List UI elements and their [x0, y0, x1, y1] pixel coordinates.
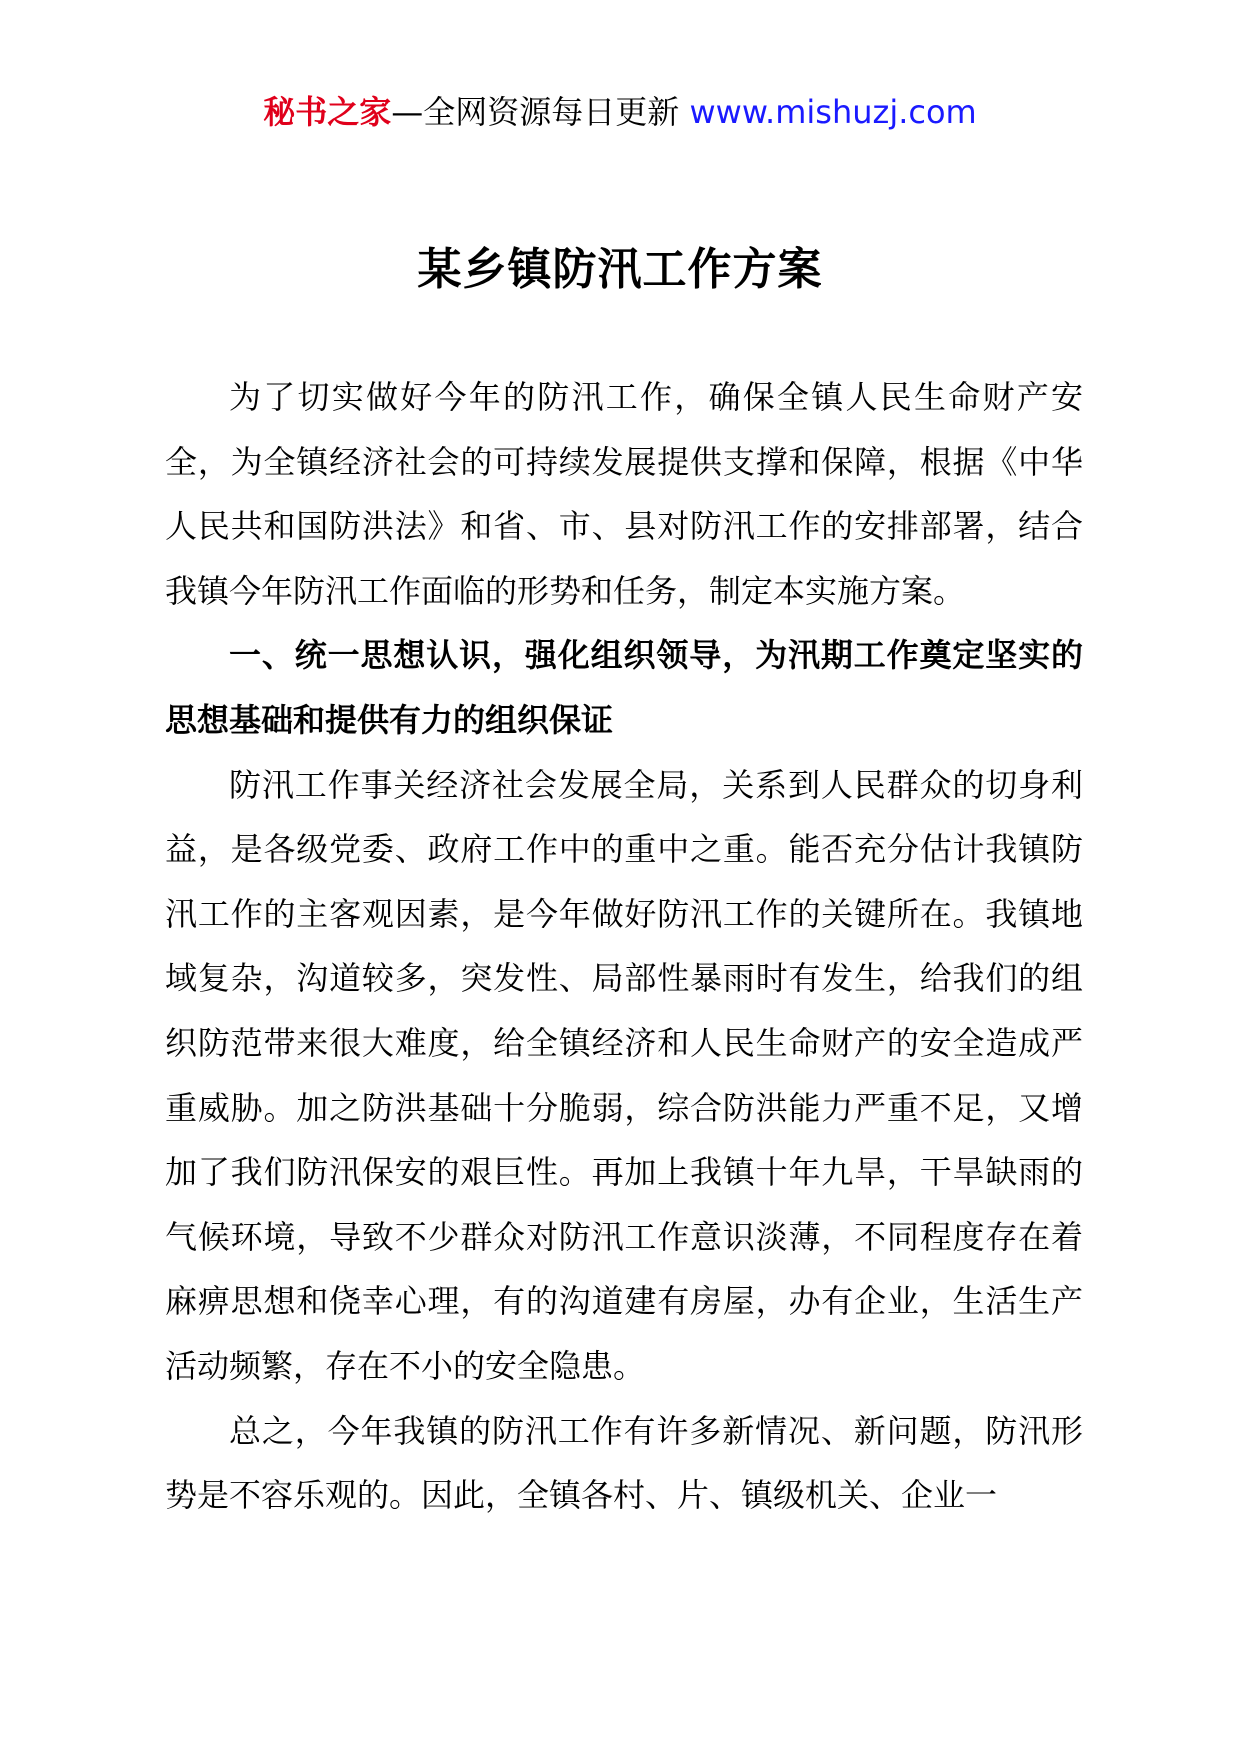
document-body — [165, 365, 1083, 1528]
section-heading-1: 一、统一思想认识，强化组织领导，为汛期工作奠定坚实的思想基础和提供有力的组织保证 — [165, 636, 1083, 739]
body-paragraph: 防汛工作事关经济社会发展全局，关系到人民群众的切身利益，是各级党委、政府工作中的重中之重。能否充分估计我镇防汛工作的主客观因素，是今年做好防汛工作的关键所在。我镇地域复杂，沟道较多，突发性、局部性暴雨时有发生，给我们的组织防范带来很大难度，给全镇经济和人民生命财产的安全造成严重威胁。加之防洪基础十分脆弱，综合防洪能力严重不足，又增加了我们防汛保安的艰巨性。再加上我镇十年九旱，干旱缺雨的气候环境，导致不少群众对防汛工作意识淡薄，不同程度存在着麻痹思想和侥幸心理，有的沟道建有房屋，办有企业，生活生产活动频繁，存在不小的安全隐患。 — [165, 765, 1083, 1385]
site-url-link[interactable]: www.mishuzj.com — [689, 93, 977, 131]
site-tagline: —全网资源每日更新 — [391, 93, 680, 131]
site-brand: 秘书之家 — [263, 93, 392, 131]
document-title: 某乡镇防汛工作方案 — [417, 244, 823, 295]
intro-paragraph: 为了切实做好今年的防汛工作，确保全镇人民生命财产安全，为全镇经济社会的可持续发展提供支撑和保障，根据《中华人民共和国防洪法》和省、市、县对防汛工作的安排部署，结合我镇今年防汛工作面临的形势和任务，制定本实施方案。 — [165, 378, 1083, 610]
body-paragraph: 总之，今年我镇的防汛工作有许多新情况、新问题，防汛形势是不容乐观的。因此，全镇各村、片、镇级机关、企业一 — [165, 1411, 1083, 1515]
site-header — [0, 92, 1240, 132]
